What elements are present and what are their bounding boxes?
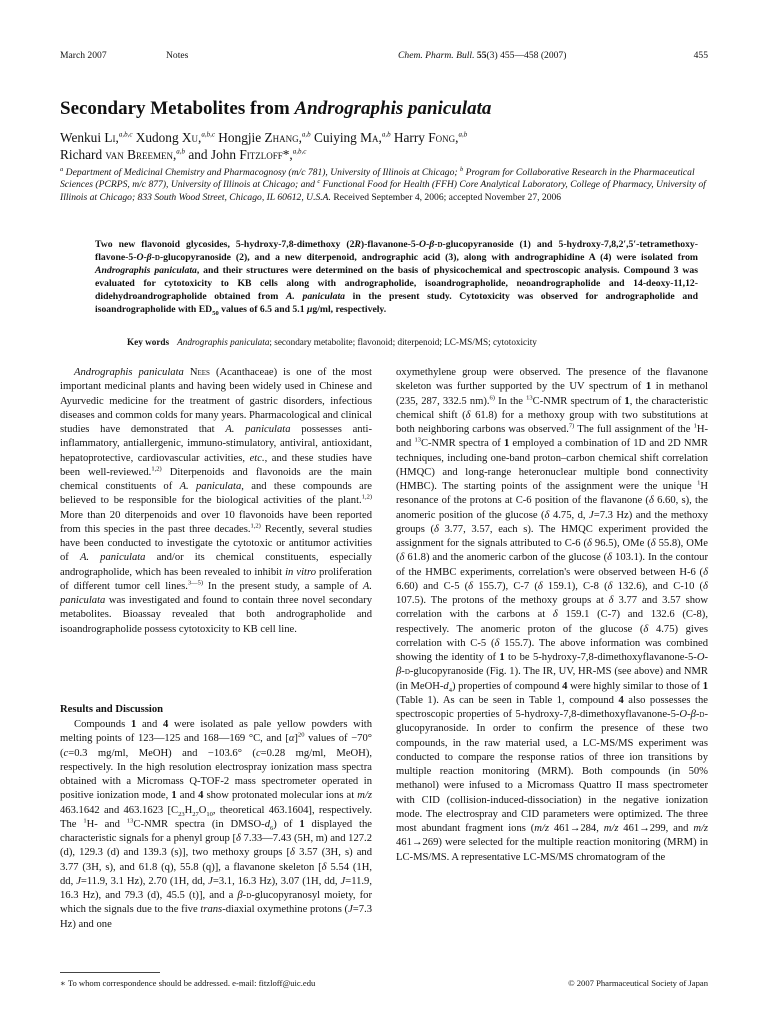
right-column-text: oxymethylene group were observed. The presence of the flavanone skeleton was further supported by the UV spectrum of 1 in methanol (235, 287, 332.5 nm).$^{6)}$ In the $^{13}$C-NMR spectrum of 1, the characteristic chemical shift (δ 61.8) for a methoxy group with two substitutions at both neighboring carbons was observed.$^{7)}$ The full assignment of the $^1$H- and $^{13}$C-NMR spectra of 1 employed a combination of 1D and 2D NMR techniques, including one-band proton–carbon chemical shift correlation (HMQC) and long-range heteronuclear multiple bond connectivity (HMBC). The starting points of the assignment were the unique $^1$H resonance of the protons at C-6 position of the flavanone (δ 6.60, s), the anomeric position of the glucose (δ 4.75, d, J=7.3 Hz) and the methoxy groups (δ 3.77, 3.57, each s). The HMQC experiment provided the assignment for the signals attributed to C-6 (δ 96.5), OMe (δ 55.8), OMe (δ 61.8) and the anomeric carbon of the glucose (δ 103.1). In the contour of the HMBC experiments, correlation's were observed between H-6 (δ 6.60) and C-5 (δ 155.7), C-7 (δ 159.1), C-8 (δ 132.6), and C-10 (δ 107.5). The protons of the methoxy groups at δ 3.77 and 3.57 show correlation with the carbons at δ 159.1 (C-7) and 132.6 (C-8), respectively. The anomeric proton of the glucose (δ 4.75) gives correlation with C-5 (δ 155.7). The above information was combined showing the identity of 1 to be 5-hydroxy-7,8-dimethoxyflavanone-5-O-β-d-glucopyranoside (Fig. 1). The IR, UV, HR-MS (see above) and NMR (in MeOH-$d_4$) properties of compound 4 were highly similar to those of 1 (Table 1). As can be seen in Table 1, compound 4 also possesses the spectroscopic properties of 5-hydroxy-7,8-dimethoxyflavanone-5-O-β-d-glucopyranoside. In order to confirm the presence of these two compounds, in the raw material used, a LC-MS/MS experiment was conducted to compare the response ratios of three ion transitions by multiple reaction monitoring (MRM). Both compounds (in 50% methanol) were infused to a Micromass Quattro II mass spectrometer with CID (collision-induced-dissociation) in the negative ionization mode. The electrospray and CID parameters were optimized. The three most abundant fragment ions (m/z 461→284, m/z 461→299, and m/z 461→269) were selected for the multiple reaction monitoring (MRM) in LC-MS/MS. A representative LC-MS/MS chromatogram of the [396,367,709,863]
article-title [60,98,708,120]
abstract: Two new flavonoid glycosides, 5-hydroxy-7,8-dimethoxy (2R)-flavanone-5-O-β-d-glucopyranoside (1) and 5-hydroxy-7,8,2′,5′-tetramethoxy-flavone-5-O-β-d-glucopyranoside (2), and a new diterpenoid, andrographic acid (3), along with andrographidine A (4) were isolated from Andrographis paniculata, and their structures were determined on the basis of physicochemical and spectroscopic analysis. Compound 3 was evaluated for cytotoxicity to KB cells along with andrographolide, isoandrographolide, neoandrographolide and 14-deoxy-11,12-didehydroandrographolide obtained from A. paniculata in the present study. Cytotoxicity was observed for andrographolide and isoandrographolide with $ED_{50}$ values of 6.5 and 5.1 μg/ml, respectively. [95,239,698,317]
correspondence-footnote: ∗ To whom correspondence should be addressed. e-mail: fitzloff@uic.edu [60,978,316,988]
page-number: 455 [693,50,708,61]
footnote-rule [60,972,160,973]
copyright-notice: © 2007 Pharmaceutical Society of Japan [568,978,708,988]
author-line-2: Richard van Breemen,$^{a,b}$ and John Fitzloff*,$^{a,b,c}$ [60,147,307,162]
journal-citation: Chem. Pharm. Bull. 55(3) 455—458 (2007) [398,50,567,61]
results-paragraph: Compounds 1 and 4 were isolated as pale yellow powders with melting points of 123—125 and 168—169 °C, and $[\alpha]^{20}$ values of −70° (c=0.3 mg/ml, MeOH) and −103.6° (c=0.28 mg/ml, MeOH), respectively. In the high resolution electrospray ionization mass spectra obtained with a Micromass Q-TOF-2 mass spectrometer operated in positive ionization mode, 1 and 4 show protonated molecular ions at m/z 463.1642 and 463.1623 [$C_{23}H_{27}O_{10}$, theoretical 463.1604], respectively. The $^1$H- and $^{13}$C-NMR spectra (in DMSO-$d_6$) of 1 displayed the characteristic signals for a phenyl group [δ 7.33—7.43 (5H, m) and 127.2 (d), 129.3 (d) and 139.3 (s)], two methoxy groups [δ 3.57 (3H, s) and 3.77 (3H, s), and 61.8 (q), 55.8 (q)], a flavanone skeleton [δ 5.54 (1H, dd, J=11.9, 3.1 Hz), 2.70 (1H, dd, J=3.1, 16.3 Hz), 3.07 (1H, dd, J=11.9, 16.3 Hz), and 79.3 (d), 45.5 (t)], and a β-d-glucopyranosyl moiety, for which the signals due to the five trans-diaxial oxymethine protons (J=7.3 Hz) and one [60,719,373,930]
affiliations: $^a$ Department of Medicinal Chemistry and Pharmacognosy (m/c 781), University of Illinois at Chicago; $^b$ Program for Collaborative Research in the Pharmaceutical Sciences (PCRPS, m/c 877), University of Illinois at Chicago; and $^c$ Functional Food for Health (FFH) Core Analytical Laboratory, College of Pharmacy, University of Illinois at Chicago; 833 South Wood Street, Chicago, IL 60612, U.S.A. Received September 4, 2006; accepted November 27, 2006 [60,165,706,203]
introduction-paragraph: Andrographis paniculata Nees (Acanthaceae) is one of the most important medicinal plants and having been widely used in Chinese and Ayurvedic medicine for the treatment of gastric disorders, infectious diseases and common colds for many years. Pharmacological and clinical studies have demonstrated that A. paniculata possesses anti-inflammatory, antiallergenic, immuno-stimulatory, antiviral, antioxidant, hepatoprotective, cardiovascular activities, etc., and these studies have been well-reviewed.$^{1,2)}$ Diterpenoids and flavonoids are the main chemical constituents of A. paniculata, and these compounds are believed to be responsible for the biological activities of the plant.$^{1,2)}$ More than 20 diterpenoids and over 10 flavonoids have been reported from this species in the past three decades.$^{1,2)}$ Recently, several studies have been conducted to investigate the cytotoxic or antitumor activities of A. paniculata and/or its chemical constituents, especially andrographolide, which has been revealed to inhibit in vitro proliferation of different tumor cell lines.$^{3—5)}$ In the present study, a sample of A. paniculata was investigated and found to contain three novel secondary metabolites. Bioassay revealed that both andrographolide and isoandrographolide possess cytotoxicity to KB cell line. [60,367,373,635]
author-line-1: Wenkui Li,$^{a,b,c}$ Xudong Xu,$^{a,b,c}$ Hongjie Zhang,$^{a,b}$ Cuiying Ma,$^{a,b}$ Harry Fong,$^{a,b}$ [60,130,468,145]
section-heading: Results and Discussion [60,704,164,715]
keywords: Key words Andrographis paniculata; secondary metabolite; flavonoid; diterpenoid; LC-MS/MS; cytotoxicity [127,337,537,347]
issue-date: March 2007 [60,50,107,61]
section-label: Notes [166,50,189,61]
author-list [60,129,708,163]
title-species: Andrographis paniculata [294,98,492,119]
received-dates: Received September 4, 2006; accepted November 27, 2006 [333,191,562,203]
running-header [60,50,708,64]
keywords-label: Key words [127,337,170,347]
title-main: Secondary Metabolites from [60,98,295,119]
